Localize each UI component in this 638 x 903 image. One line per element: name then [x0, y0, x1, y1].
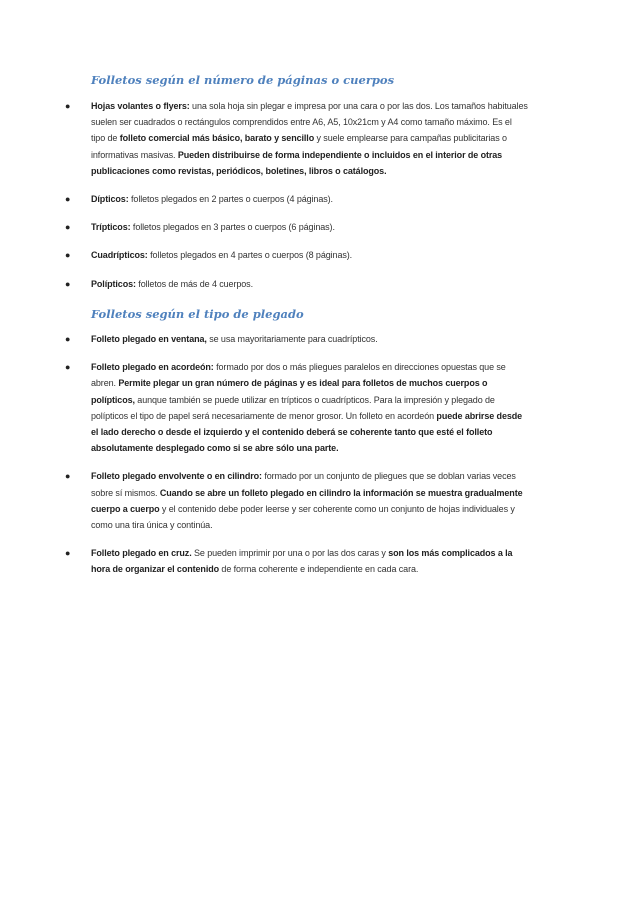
bullet-icon: ● [65, 222, 71, 233]
item-text: folletos plegados en 4 partes o cuerpos (8 páginas). [147, 250, 353, 261]
item-emphasis: folleto comercial más básico, barato y sencillo [119, 133, 315, 144]
item-text: y el contenido debe poder leerse y ser coherente como un conjunto de hojas individuales y como una tira única y continúa. [91, 503, 515, 531]
list-item-ventana [0, 331, 638, 347]
bullet-icon: ● [65, 278, 71, 289]
list-item-acordeon [0, 359, 638, 456]
section-heading-folding: Folletos según el tipo de plegado [91, 307, 304, 321]
list-item-polipticos [0, 276, 638, 292]
list-item-dipticos [0, 191, 638, 207]
list-by-folding [0, 331, 638, 578]
item-text: se usa mayoritariamente para cuadrípticos. [206, 334, 378, 344]
item-text: formado por dos o más pliegues paralelos en direcciones opuestas que se abren. [91, 362, 506, 389]
item-text: folletos de más de 4 cuerpos. [135, 278, 253, 289]
item-text: aunque también se puede utilizar en trípticos o cuadrípticos. Para la impresión y plegado de polípticos el tipo de papel será necesariamente de menor grosor. Un folleto en acordeón [91, 394, 495, 421]
item-emphasis: Cuando se abre un folleto plegado en cilindro la información se muestra gradualmente cuerpo a cuerpo [91, 487, 523, 514]
bullet-icon: ● [65, 194, 71, 205]
list-item-cruz [0, 545, 638, 577]
item-emphasis: Permite plegar un gran número de páginas y es ideal para folletos de muchos cuerpos o polípticos, [91, 378, 488, 405]
bullet-icon: ● [65, 548, 71, 559]
item-emphasis: son los más complicados a la hora de organizar el contenido [91, 548, 513, 575]
item-text: folletos plegados en 3 partes o cuerpos (6 páginas). [130, 222, 335, 233]
item-text: formado por un conjunto de pliegues que se doblan varias veces sobre sí mismos. [91, 471, 516, 498]
list-by-pages [0, 98, 638, 292]
bullet-icon: ● [65, 471, 71, 482]
bullet-icon: ● [65, 250, 71, 261]
item-text: Se pueden imprimir por una o por las dos caras y [191, 548, 389, 559]
bullet-icon: ● [65, 334, 71, 344]
list-item-cilindro [0, 468, 638, 533]
bullet-icon: ● [65, 362, 71, 373]
item-emphasis: puede abrirse desde el lado derecho o desde el izquierdo y el contenido deberá se coherente tanto que esté el folleto absolutamente desplegado como si se abre sólo una parte. [91, 410, 523, 454]
item-term: Folleto plegado envolvente o en cilindro: [91, 471, 262, 482]
item-term: Folleto plegado en ventana, [91, 334, 207, 344]
item-text: y suele emplearse para campañas publicitarias o informativas masivas. [91, 133, 507, 160]
item-term: Folleto plegado en acordeón: [91, 362, 214, 373]
item-emphasis: Pueden distribuirse de forma independiente o incluidos en el interior de otras publicaciones como revistas, periódicos, boletines, libros o catálogos. [91, 149, 503, 176]
item-term: Trípticos: [91, 222, 131, 233]
item-text: una sola hoja sin plegar e impresa por una cara o por las dos. Los tamaños habituales suelen ser cuadrados o rectángulos comprendidos entre A6, A5, 10x21cm y A4 como tamaño máximo. Es el tipo de [91, 101, 528, 144]
item-term: Hojas volantes o flyers: [91, 101, 190, 111]
item-text: folletos plegados en 2 partes o cuerpos (4 páginas). [128, 194, 333, 205]
list-item-flyers [0, 98, 638, 179]
bullet-icon: ● [65, 101, 71, 111]
item-term: Cuadrípticos: [91, 250, 148, 261]
item-text: de forma coherente e independiente en cada cara. [219, 564, 419, 575]
list-item-tripticos [0, 219, 638, 235]
item-term: Dípticos: [91, 194, 129, 205]
section-heading-pages: Folletos según el número de páginas o cuerpos [91, 73, 395, 87]
item-term: Polípticos: [91, 278, 136, 289]
item-term: Folleto plegado en cruz. [91, 548, 192, 559]
list-item-cuadripticos [0, 247, 638, 263]
